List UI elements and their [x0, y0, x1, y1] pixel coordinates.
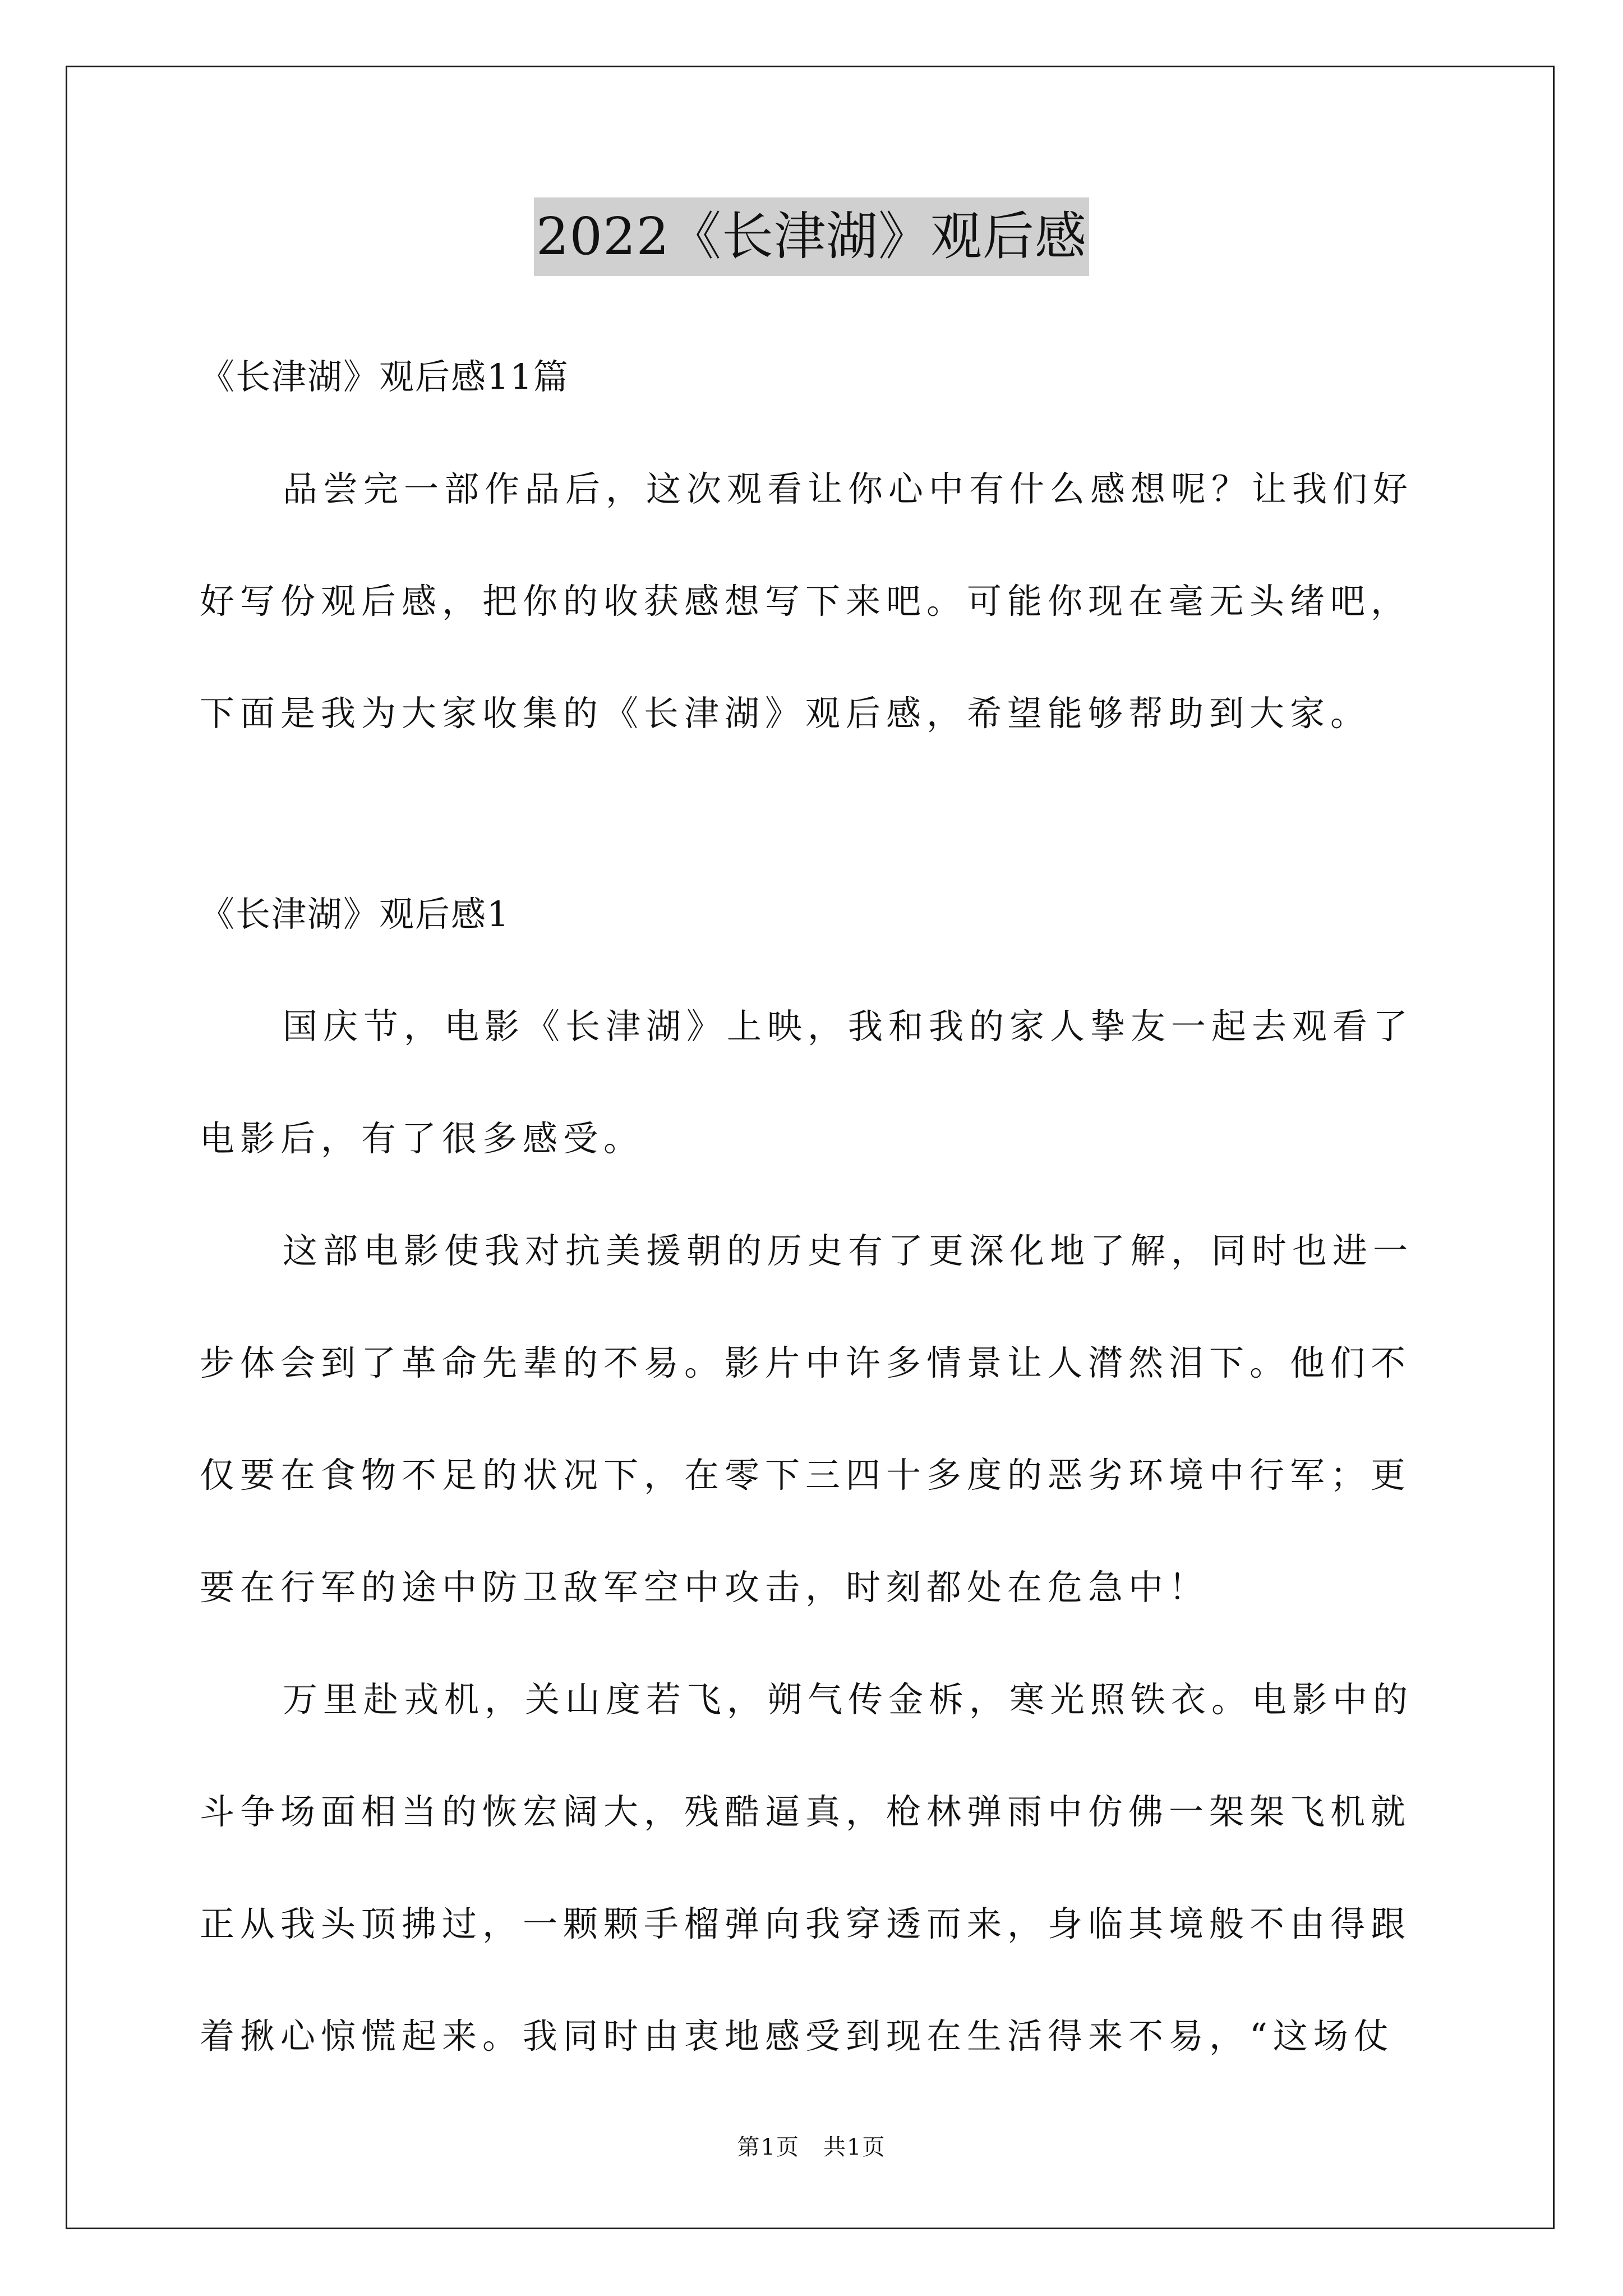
intro-line: 好写份观后感，把你的收获感想写下来吧。可能你现在毫无头绪吧， — [200, 581, 1412, 622]
paragraph-line: 电影后，有了很多感受。 — [200, 1118, 644, 1159]
paragraph-line: 着揪心惊慌起来。我同时由衷地感受到现在生活得来不易，“这场仗 — [200, 2016, 1394, 2056]
paragraph-line: 万里赴戎机，关山度若飞，朔气传金柝，寒光照铁衣。电影中的 — [283, 1679, 1414, 1720]
intro-line: 下面是我为大家收集的《长津湖》观后感，希望能够帮助到大家。 — [200, 693, 1371, 734]
paragraph-line: 正从我头顶拂过，一颗颗手榴弹向我穿透而来，身临其境般不由得跟 — [200, 1903, 1412, 1944]
section-heading: 《长津湖》观后感1 — [200, 894, 510, 935]
paragraph-line: 国庆节，电影《长津湖》上映，我和我的家人挚友一起去观看了 — [283, 1006, 1414, 1047]
paragraph-line: 步体会到了革命先辈的不易。影片中许多情景让人潸然泪下。他们不 — [200, 1342, 1412, 1383]
page-footer: 第1页 共1页 — [737, 2134, 886, 2160]
paragraph-line: 这部电影使我对抗美援朝的历史有了更深化地了解，同时也进一 — [283, 1230, 1414, 1271]
document-title: 2022《长津湖》观后感 — [534, 197, 1089, 276]
intro-heading: 《长津湖》观后感11篇 — [200, 356, 569, 397]
title-container — [0, 197, 1623, 276]
paragraph-line: 斗争场面相当的恢宏阔大，残酷逼真，枪林弹雨中仿佛一架架飞机就 — [200, 1791, 1412, 1832]
paragraph-line: 仅要在食物不足的状况下，在零下三四十多度的恶劣环境中行军；更 — [200, 1455, 1412, 1496]
paragraph-line: 要在行军的途中防卫敌军空中攻击，时刻都处在危急中！ — [200, 1567, 1210, 1608]
intro-line: 品尝完一部作品后，这次观看让你心中有什么感想呢？让我们好 — [283, 468, 1414, 509]
